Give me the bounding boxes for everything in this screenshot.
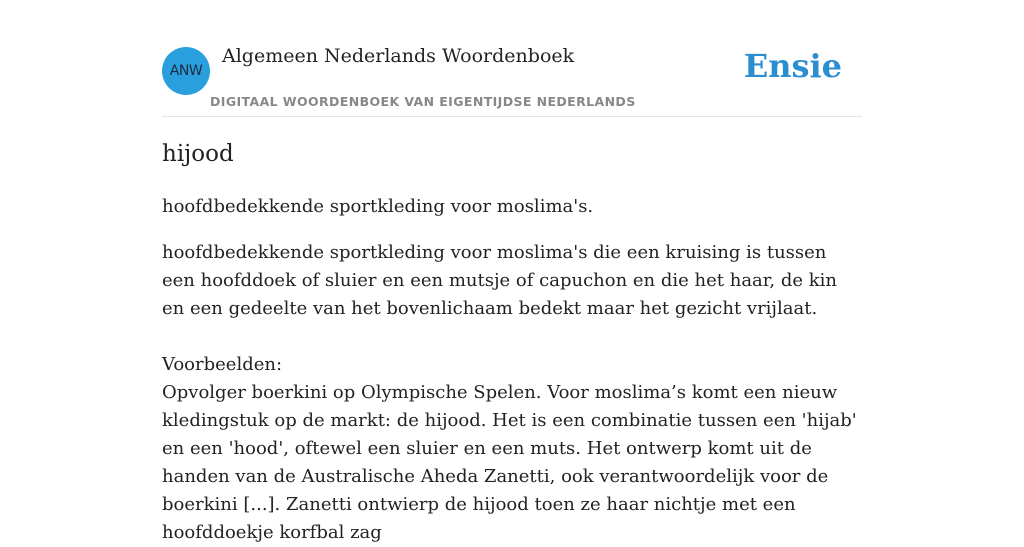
site-title[interactable]: Algemeen Nederlands Woordenboek — [222, 45, 575, 67]
logo-text: ANW — [169, 63, 203, 79]
long-definition: hoofdbedekkende sportkleding voor moslima's die een kruising is tussen een hoofddoek of sluier en een mutsje of capuchon en die het haar, de kin en een gedeelte van het bovenlichaam bedekt maar het gezicht vrijlaat. — [162, 242, 837, 319]
content-container — [162, 0, 862, 543]
headword: hijood — [162, 141, 234, 167]
site-subtitle: DIGITAAL WOORDENBOEK VAN EIGENTIJDSE NEDERLANDS — [210, 94, 636, 109]
short-definition: hoofdbedekkende sportkleding voor moslima's. — [162, 196, 594, 217]
site-header — [162, 0, 862, 117]
ensie-brand-link[interactable]: Ensie — [743, 47, 842, 85]
example-text: Opvolger boerkini op Olympische Spelen. Voor moslima’s komt een nieuw kledingstuk op de markt: de hijood. Het is een combinatie tussen een 'hijab' en een 'hood', oftewel een sluier en een muts. Het ontwerp komt uit de handen van de Australische Aheda Zanetti, ook verantwoordelijk voor de boerkini [...]. Zanetti ontwierp de hijood toen ze haar nichtje met een hoofddoekje korfbal zag — [162, 382, 857, 543]
definition-body — [162, 239, 862, 547]
anw-logo[interactable] — [162, 47, 210, 95]
examples-label: Voorbeelden: — [162, 354, 283, 375]
